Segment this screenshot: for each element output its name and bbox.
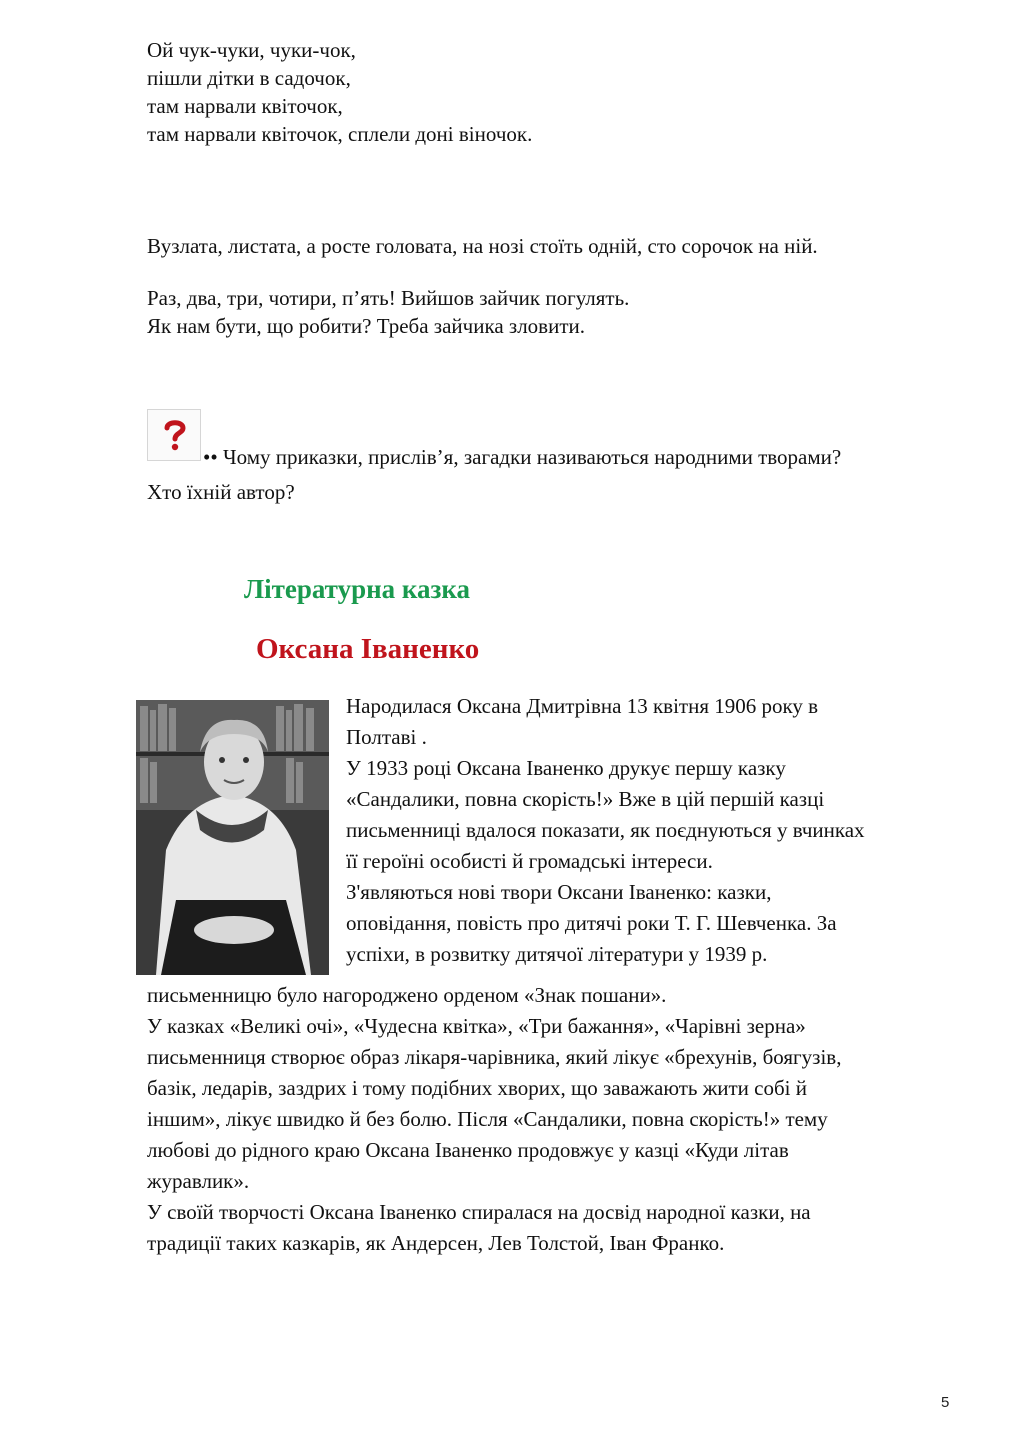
author-biography-body (147, 980, 841, 1259)
body-line: любові до рідного краю Оксана Іваненко продовжує у казці «Куди літав (147, 1138, 789, 1162)
folk-poem (147, 36, 532, 148)
bio-line: «Сандалики, повна скорість!» Вже в цій першій казці (346, 787, 825, 811)
bio-line: З'являються нові твори Оксани Іваненко: казки, (346, 880, 772, 904)
discussion-question (147, 440, 841, 510)
rhyme-line: Як нам бути, що робити? Треба зайчика зловити. (147, 314, 585, 338)
author-biography-intro (346, 691, 865, 970)
body-line: У своїй творчості Оксана Іваненко спиралася на досвід народної казки, на (147, 1200, 811, 1224)
bio-line: Народилася Оксана Дмитрівна 13 квітня 1906 року в (346, 694, 819, 718)
riddle: Вузлата, листата, а росте головата, на нозі стоїть одній, сто сорочок на ній. (147, 234, 818, 258)
bio-line: письменниці вдалося показати, як поєднуються у вчинках (346, 818, 865, 842)
poem-line: там нарвали квіточок, (147, 94, 343, 118)
poem-line: там нарвали квіточок, сплели доні віночок. (147, 122, 533, 146)
bio-line: успіхи, в розвитку дитячої літератури у 1939 р. (346, 942, 768, 966)
question-line: Хто їхній автор? (147, 480, 295, 504)
body-line: традиції таких казкарів, як Андерсен, Лев Толстой, Іван Франко. (147, 1231, 725, 1255)
author-name-heading: Оксана Іваненко (256, 633, 480, 665)
section-title: Літературна казка (244, 574, 471, 604)
rhyme-line: Раз, два, три, чотири, п’ять! Вийшов зайчик погулять. (147, 286, 630, 310)
poem-line: пішли дітки в садочок, (147, 66, 351, 90)
body-line: письменниця створює образ лікаря-чарівника, який лікує «брехунів, боягузів, (147, 1045, 842, 1069)
body-line: У казках «Великі очі», «Чудесна квітка», «Три бажання», «Чарівні зерна» (147, 1014, 806, 1038)
bio-line: Полтаві . (346, 725, 427, 749)
body-line: журавлик». (147, 1169, 250, 1193)
author-portrait (136, 700, 329, 975)
bio-line: її героїні особисті й громадські інтереси. (346, 849, 713, 873)
body-line: письменницю було нагороджено орденом «Знак пошани». (147, 983, 667, 1007)
question-line: •• Чому приказки, прислів’я, загадки називаються народними творами? (203, 445, 842, 469)
page-number: 5 (941, 1394, 950, 1411)
counting-rhyme (147, 284, 629, 340)
bio-line: оповідання, повість про дитячі роки Т. Г. Шевченка. За (346, 911, 837, 935)
poem-line: Ой чук-чуки, чуки-чок, (147, 38, 356, 62)
body-line: базік, ледарів, заздрих і тому подібних хворих, що заважають жити собі й (147, 1076, 808, 1100)
body-line: іншим», лікує швидко й без болю. Після «Сандалики, повна скорість!» тему (147, 1107, 828, 1131)
bio-line: У 1933 році Оксана Іваненко друкує першу казку (346, 756, 786, 780)
